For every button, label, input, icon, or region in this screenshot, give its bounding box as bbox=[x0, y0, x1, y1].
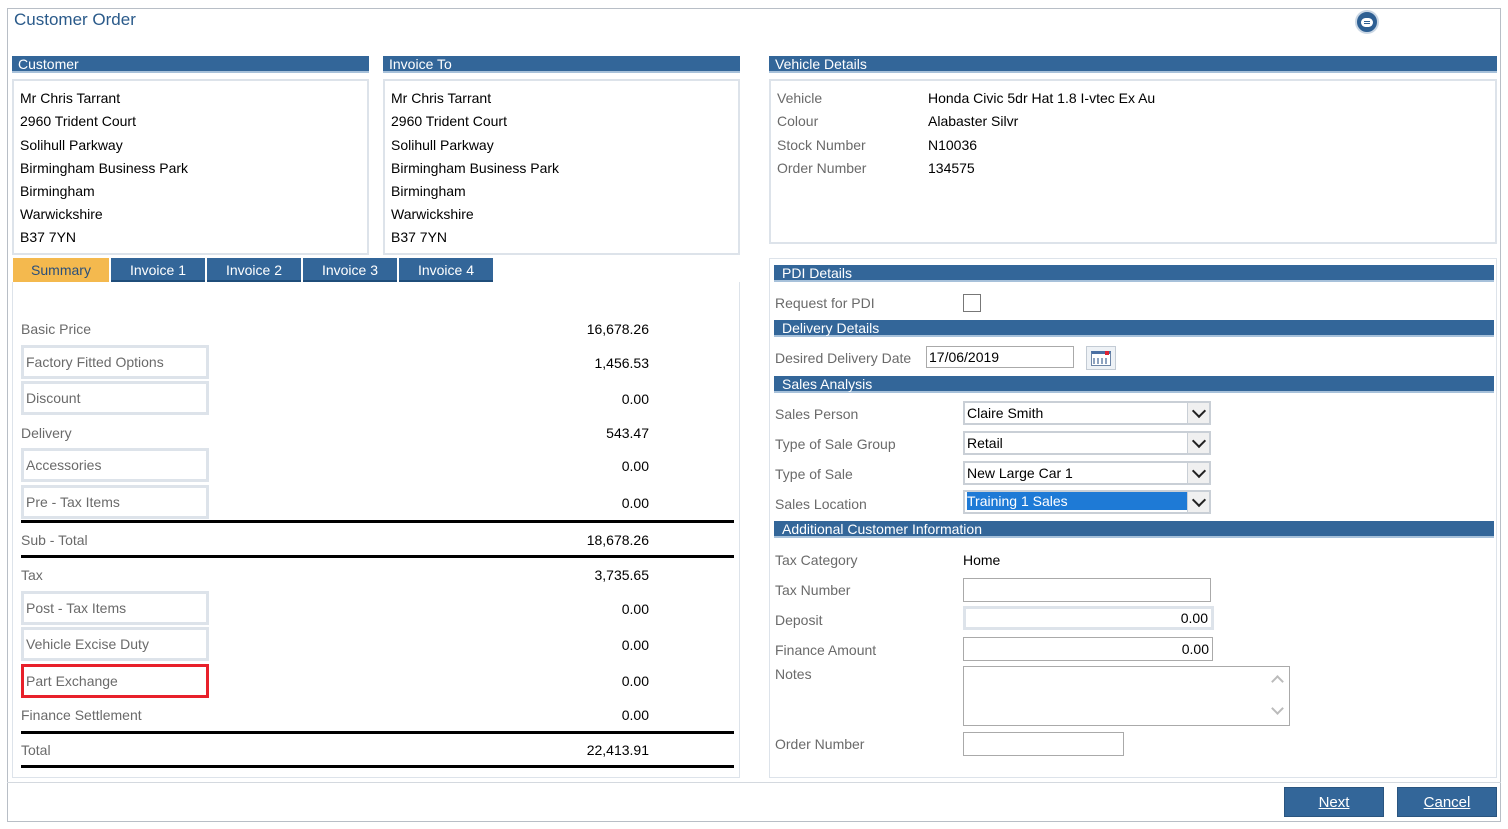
finance-settlement-label: Finance Settlement bbox=[21, 707, 142, 723]
notes-label: Notes bbox=[775, 666, 812, 682]
order-number-label: Order Number bbox=[777, 160, 867, 176]
sales-location-value: Training 1 Sales bbox=[967, 492, 1187, 510]
next-button[interactable]: Next bbox=[1284, 787, 1384, 817]
vehicle-excise-duty-value: 0.00 bbox=[621, 637, 649, 653]
desired-delivery-date-input[interactable]: 17/06/2019 bbox=[926, 346, 1074, 368]
discount-button[interactable]: Discount bbox=[21, 381, 209, 415]
chevron-down-icon[interactable] bbox=[1187, 463, 1209, 483]
scroll-down-icon[interactable] bbox=[1271, 702, 1284, 715]
cancel-button[interactable]: Cancel bbox=[1397, 787, 1497, 817]
vehicle-value: Honda Civic 5dr Hat 1.8 I-vtec Ex Au bbox=[928, 90, 1156, 106]
stock-number-value: N10036 bbox=[928, 137, 978, 153]
type-of-sale-group-value: Retail bbox=[967, 435, 1003, 451]
invoice-address-line: Mr Chris Tarrant bbox=[391, 90, 492, 106]
part-exchange-value: 0.00 bbox=[621, 673, 649, 689]
customer-address-line: Warwickshire bbox=[20, 206, 103, 222]
tab-invoice-2[interactable]: Invoice 2 bbox=[207, 258, 301, 282]
sales-person-label: Sales Person bbox=[775, 406, 859, 422]
request-pdi-label: Request for PDI bbox=[775, 295, 875, 311]
window-title: Customer Order bbox=[14, 10, 136, 29]
deposit-label: Deposit bbox=[775, 612, 823, 628]
tax-number-input[interactable] bbox=[963, 578, 1211, 602]
colour-label: Colour bbox=[777, 113, 819, 129]
divider bbox=[21, 731, 734, 734]
chevron-down-icon[interactable] bbox=[1187, 433, 1209, 453]
finance-amount-label: Finance Amount bbox=[775, 642, 877, 658]
additional-customer-info-header: Additional Customer Information bbox=[774, 521, 1494, 538]
order-number-value: 134575 bbox=[928, 160, 975, 176]
sub-total-value: 18,678.26 bbox=[586, 532, 649, 548]
finance-amount-input[interactable]: 0.00 bbox=[963, 637, 1213, 661]
pdi-details-header: PDI Details bbox=[774, 265, 1494, 282]
invoice-address-line: Warwickshire bbox=[391, 206, 474, 222]
type-of-sale-group-select[interactable] bbox=[963, 431, 1211, 455]
order-number-field-label: Order Number bbox=[775, 736, 865, 752]
customer-address-line: B37 7YN bbox=[20, 229, 77, 245]
accessories-button[interactable]: Accessories bbox=[21, 448, 209, 482]
factory-fitted-options-button[interactable]: Factory Fitted Options bbox=[21, 345, 209, 379]
request-pdi-checkbox[interactable] bbox=[963, 294, 981, 312]
tab-invoice-4[interactable]: Invoice 4 bbox=[399, 258, 493, 282]
type-of-sale-value: New Large Car 1 bbox=[967, 465, 1073, 481]
order-number-input[interactable] bbox=[963, 732, 1124, 756]
sales-analysis-header: Sales Analysis bbox=[774, 376, 1494, 393]
invoice-address-line: Birmingham Business Park bbox=[391, 160, 560, 176]
divider bbox=[21, 765, 734, 768]
basic-price-label: Basic Price bbox=[21, 321, 92, 337]
chevron-down-icon[interactable] bbox=[1187, 492, 1209, 512]
delivery-value: 543.47 bbox=[606, 425, 649, 441]
pre-tax-items-value: 0.00 bbox=[621, 495, 649, 511]
chevron-down-icon[interactable] bbox=[1187, 403, 1209, 423]
deposit-input[interactable]: 0.00 bbox=[963, 606, 1214, 630]
type-of-sale-select[interactable] bbox=[963, 461, 1211, 485]
tax-category-value: Home bbox=[963, 552, 1001, 568]
sub-total-label: Sub - Total bbox=[21, 532, 88, 548]
customer-address-line: Mr Chris Tarrant bbox=[20, 90, 121, 106]
invoice-to-address-box bbox=[383, 79, 740, 255]
type-of-sale-label: Type of Sale bbox=[775, 466, 853, 482]
divider bbox=[21, 520, 734, 523]
invoice-address-line: B37 7YN bbox=[391, 229, 448, 245]
tax-category-label: Tax Category bbox=[775, 552, 858, 568]
desired-delivery-date-label: Desired Delivery Date bbox=[775, 350, 912, 366]
tax-label: Tax bbox=[21, 567, 43, 583]
customer-address-line: Birmingham Business Park bbox=[20, 160, 189, 176]
customer-address-line: 2960 Trident Court bbox=[20, 113, 136, 129]
type-of-sale-group-label: Type of Sale Group bbox=[775, 436, 896, 452]
customer-address-line: Birmingham bbox=[20, 183, 95, 199]
invoice-address-line: Solihull Parkway bbox=[391, 137, 494, 153]
post-tax-items-value: 0.00 bbox=[621, 601, 649, 617]
vehicle-excise-duty-button[interactable]: Vehicle Excise Duty bbox=[21, 627, 209, 661]
part-exchange-button[interactable]: Part Exchange bbox=[21, 664, 209, 698]
tab-invoice-1[interactable]: Invoice 1 bbox=[111, 258, 205, 282]
delivery-details-header: Delivery Details bbox=[774, 320, 1494, 337]
divider bbox=[21, 555, 734, 558]
sales-person-select[interactable] bbox=[963, 401, 1211, 425]
discount-value: 0.00 bbox=[621, 391, 649, 407]
customer-address-box bbox=[12, 79, 369, 255]
footer-divider bbox=[7, 782, 1501, 783]
finance-settlement-value: 0.00 bbox=[621, 707, 649, 723]
vehicle-details-box bbox=[769, 79, 1497, 244]
chat-bubble-icon[interactable] bbox=[1355, 10, 1379, 34]
tab-invoice-3[interactable]: Invoice 3 bbox=[303, 258, 397, 282]
total-label: Total bbox=[21, 742, 51, 758]
pre-tax-items-button[interactable]: Pre - Tax Items bbox=[21, 485, 209, 519]
invoice-to-header: Invoice To bbox=[383, 56, 740, 73]
vehicle-label: Vehicle bbox=[777, 90, 823, 106]
tax-value: 3,735.65 bbox=[594, 567, 649, 583]
scroll-up-icon[interactable] bbox=[1271, 675, 1284, 688]
sales-person-value: Claire Smith bbox=[967, 405, 1044, 421]
post-tax-items-button[interactable]: Post - Tax Items bbox=[21, 591, 209, 625]
sales-location-select[interactable] bbox=[963, 490, 1211, 514]
customer-header: Customer bbox=[12, 56, 369, 73]
order-details-panel bbox=[769, 258, 1497, 778]
invoice-address-line: Birmingham bbox=[391, 183, 466, 199]
sales-location-label: Sales Location bbox=[775, 496, 867, 512]
stock-number-label: Stock Number bbox=[777, 137, 866, 153]
invoice-address-line: 2960 Trident Court bbox=[391, 113, 507, 129]
colour-value: Alabaster Silvr bbox=[928, 113, 1019, 129]
customer-address-line: Solihull Parkway bbox=[20, 137, 123, 153]
delivery-label: Delivery bbox=[21, 425, 72, 441]
vehicle-details-header: Vehicle Details bbox=[769, 56, 1497, 73]
factory-fitted-options-value: 1,456.53 bbox=[594, 355, 649, 371]
accessories-value: 0.00 bbox=[621, 458, 649, 474]
basic-price-value: 16,678.26 bbox=[586, 321, 649, 337]
tax-number-label: Tax Number bbox=[775, 582, 851, 598]
total-value: 22,413.91 bbox=[586, 742, 649, 758]
tab-summary[interactable]: Summary bbox=[13, 258, 109, 282]
calendar-icon[interactable] bbox=[1086, 346, 1116, 370]
notes-textarea[interactable] bbox=[963, 666, 1290, 726]
notes-scrollbar[interactable] bbox=[1267, 667, 1289, 725]
summary-panel bbox=[12, 282, 740, 778]
